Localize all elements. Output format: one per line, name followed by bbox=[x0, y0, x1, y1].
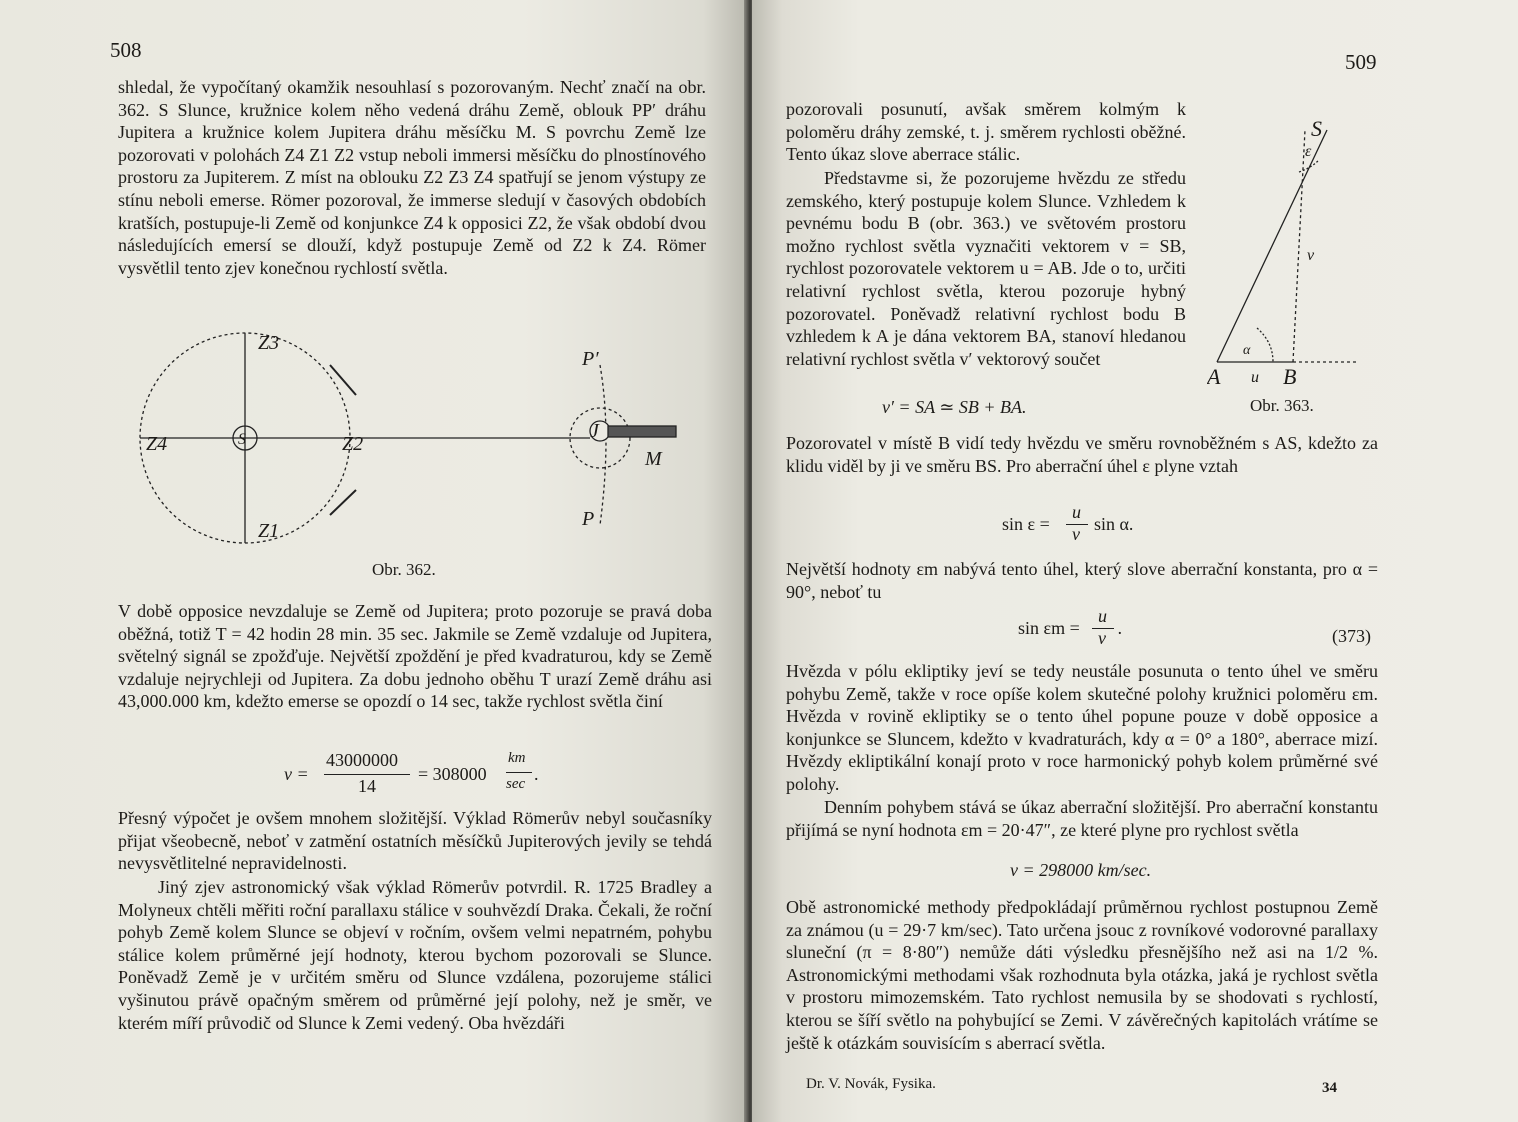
formula-lhs: v = bbox=[284, 764, 309, 784]
footer-author: Dr. V. Novák, Fysika. bbox=[806, 1076, 936, 1092]
right-paragraph-1: pozorovali posunutí, avšak směrem kolmým k poloměru dráhy zemské, t. j. směrem rychlosti oběžné. Tento úkaz slove aberrace stálic. bbox=[786, 99, 1186, 165]
formula-end: . bbox=[534, 764, 539, 784]
fig363-label-v: v bbox=[1307, 247, 1315, 264]
fig362-label-z1: Z1 bbox=[258, 520, 280, 542]
figure-362-caption: Obr. 362. bbox=[372, 560, 436, 579]
sin-epsm-num: u bbox=[1098, 606, 1107, 626]
formula-bar bbox=[324, 774, 410, 775]
formula-result: = 308000 bbox=[418, 764, 487, 784]
right-paragraph-6: Denním pohybem stává se úkaz aberrační složitější. Pro aberrační konstantu přijímá se nyní hodnota εm = 20·47″, ze které plyne pro rychlost světla bbox=[786, 797, 1378, 840]
jupiter-shadow bbox=[608, 426, 676, 437]
footer-signature: 34 bbox=[1322, 1080, 1337, 1096]
formula-unit-bar bbox=[506, 772, 532, 773]
epsilon-arc bbox=[1299, 160, 1319, 172]
formula-unit-num: km bbox=[508, 750, 526, 766]
fig362-label-m: M bbox=[645, 448, 662, 470]
right-paragraph-7: Obě astronomické methody předpokládají průměrnou rychlost postupnou Země za známou (u = 29·7 km/sec). Tato určena jsouc z rovníkové vodorovné parallaxy sluneční (π = 8·80″) nemůže dáti výsledku přesnějšího než asi na 1/2 %. Astronomickými methodami však rozhodnuta byla otázka, jaká je rychlost světla v prostoru mimozemském. Tato rychlost nemusila by se shodovati s rychlostí, kterou se šíří světlo na pohybující se Zemi. V závěrečných kapitolách vrátíme se ještě k otázkám souvisícím s aberrací světla. bbox=[786, 897, 1378, 1053]
figure-363 bbox=[1207, 110, 1377, 390]
formula-unit-den: sec bbox=[506, 776, 526, 792]
formula-numerator: 43000000 bbox=[326, 750, 398, 770]
sin-epsm-lhs: sin εm = bbox=[1018, 618, 1080, 638]
figure-362 bbox=[130, 325, 690, 555]
right-page bbox=[752, 0, 1518, 1122]
arrow-upper bbox=[330, 365, 356, 395]
left-paragraph-4: Jiný zjev astronomický však výklad Römerův potvrdil. R. 1725 Bradley a Molyneux chtěli měřiti roční parallaxu stálice v souhvězdí Draka. Čekali, že roční pohyb Země kolem Slunce se objeví v ročním, ovšem velmi nepatrném, pohybu stálice kolem průměrné její hodnoty, kterou bychom pozorovali se Slunce. Poněvadž Země je v určitém směru od Slunce vzdálena, pozorujeme stálici vyšinutou právě opačným směrem od průměrné její polohy, než je směr, ve kterém míří průvodič od Slunce k Zemi vedený. Oba hvězdáři bbox=[118, 877, 712, 1033]
page-number-left: 508 bbox=[110, 38, 142, 62]
sin-eps-lhs: sin ε = bbox=[1002, 514, 1050, 534]
line-b-s bbox=[1293, 130, 1305, 362]
right-paragraph-4: Největší hodnoty εm nabývá tento úhel, který slove aberrační konstanta, pro α = 90°, neboť tu bbox=[786, 559, 1378, 602]
left-paragraph-2: V době opposice nevzdaluje se Země od Jupitera; proto pozoruje se pravá doba oběžná, totiž T = 42 hodin 28 min. 35 sec. Jakmile se Země vzdaluje od Jupitera, světelný signál se zpožďuje. Největší zpoždění je před kvadraturou, kdy se Země vzdaluje nejrychleji od Jupitera. Za dobu jednoho oběhu T urazí Země dráhu asi 43,000.000 km, kdežto emerse se opozdí o 14 sec, takže rychlost světla činí bbox=[118, 601, 712, 712]
sin-epsm-end: . bbox=[1118, 618, 1123, 638]
sin-eps-den: v bbox=[1072, 524, 1080, 544]
fig362-label-j: J bbox=[590, 420, 599, 442]
right-paragraph-3: Pozorovatel v místě B vidí tedy hvězdu ve směru rovnoběžném s AS, kdežto za klidu viděl by ji ve směru BS. Pro aberrační úhel ε plyne vztah bbox=[786, 433, 1378, 476]
right-formula-sin-epsilon-m bbox=[1018, 606, 1148, 650]
fig362-label-p: P bbox=[582, 508, 595, 530]
fig362-label-z4: Z4 bbox=[146, 433, 168, 455]
equation-number: (373) bbox=[1332, 626, 1371, 646]
right-paragraph-5: Hvězda v pólu ekliptiky jeví se tedy neustále posunuta o tento úhel ve směru pohybu Země, takže v roce opíše kolem skutečné polohy kružnici poloměru εm. Hvězda v rovině ekliptiky se o tento úhel popune pouze v době opposice a konjunkce se Sluncem, kdežto v kvadraturách, kdy α = 0° a 180°, aberrace mizí. Hvězdy ekliptikální konají proto v roce harmonický pohyb kolem průměrné své polohy. bbox=[786, 661, 1378, 794]
left-page bbox=[0, 0, 748, 1122]
sin-eps-rhs: sin α. bbox=[1094, 514, 1134, 534]
fig362-label-z3: Z3 bbox=[258, 332, 280, 354]
fig363-label-s: S bbox=[1311, 116, 1322, 141]
fig362-label-z2: Z2 bbox=[342, 433, 364, 455]
figure-363-caption: Obr. 363. bbox=[1250, 396, 1314, 415]
right-formula-vector-sum: v′ = SA ≃ SB + BA. bbox=[882, 397, 1027, 417]
formula-denominator: 14 bbox=[358, 776, 376, 796]
arrow-lower bbox=[330, 490, 356, 515]
fig362-label-s: S bbox=[238, 431, 246, 448]
jupiter-orbit-arc bbox=[600, 365, 606, 525]
fig363-label-b: B bbox=[1283, 364, 1297, 389]
fig363-label-alpha: α bbox=[1243, 343, 1251, 358]
sin-epsm-den: v bbox=[1098, 628, 1106, 648]
right-formula-speed: v = 298000 km/sec. bbox=[1010, 860, 1152, 880]
right-paragraph-2: Představme si, že pozorujeme hvězdu ze středu zemského, který postupuje kolem Slunce. Vzhledem k pevnému bodu B (obr. 363.) ve světovém prostoru možno rychlost světla vyznačiti vektorem v = SB, rychlost pozorovatele vektorem u = AB. Jde o to, určiti relativní rychlost světla, kterou pozoruje hybný pozorovatel. Poněvadž relativní rychlost bodu B vzhledem k A je dána vektorem BA, stanoví hledanou relativní rychlost světla v′ vektorový součet bbox=[786, 168, 1186, 369]
alpha-arc bbox=[1257, 328, 1273, 362]
line-a-s bbox=[1217, 130, 1327, 362]
left-paragraph-1: shledal, že vypočítaný okamžik nesouhlasí s pozorovaným. Nechť značí na obr. 362. S Slunce, kružnice kolem něho vedená dráhu Země, oblouk PP′ dráhu Jupitera a kružnice kolem Jupitera dráhu měsíčku M. S povrchu Země lze pozorovati v polohách Z4 Z1 Z2 vstup neboli immersi měsíčku do plnostínového prostoru za Jupiterem. Z míst na oblouku Z2 Z3 Z4 spatřují se jenom výstupy ze stínu neboli emerse. Römer pozoroval, že immerse sledují v časových obdobích kratších, postupuje-li Země od konjunkce Z4 k opposici Z2, že však období dvou následujících emersí se dlouží, když postupuje Země od Z2 k Z4. Römer vysvětlil tento zjev konečnou rychlostí světla. bbox=[118, 77, 706, 278]
left-formula-speed bbox=[284, 750, 544, 800]
left-paragraph-3: Přesný výpočet je ovšem mnohem složitější. Výklad Römerův nebyl současníky přijat všeobecně, neboť v zatmění ostatních měsíčků Jupiterových jevily se tehdá nevysvětlitelné nepravidelnosti. bbox=[118, 808, 712, 874]
fig363-label-a: A bbox=[1207, 364, 1221, 389]
fig362-label-p-prime: P′ bbox=[582, 348, 599, 370]
sin-eps-num: u bbox=[1072, 502, 1081, 522]
fig363-label-u: u bbox=[1251, 369, 1259, 386]
fig363-label-eps: ε bbox=[1305, 143, 1312, 160]
page-number-right: 509 bbox=[1345, 50, 1377, 74]
right-formula-sin-epsilon bbox=[1002, 502, 1182, 546]
